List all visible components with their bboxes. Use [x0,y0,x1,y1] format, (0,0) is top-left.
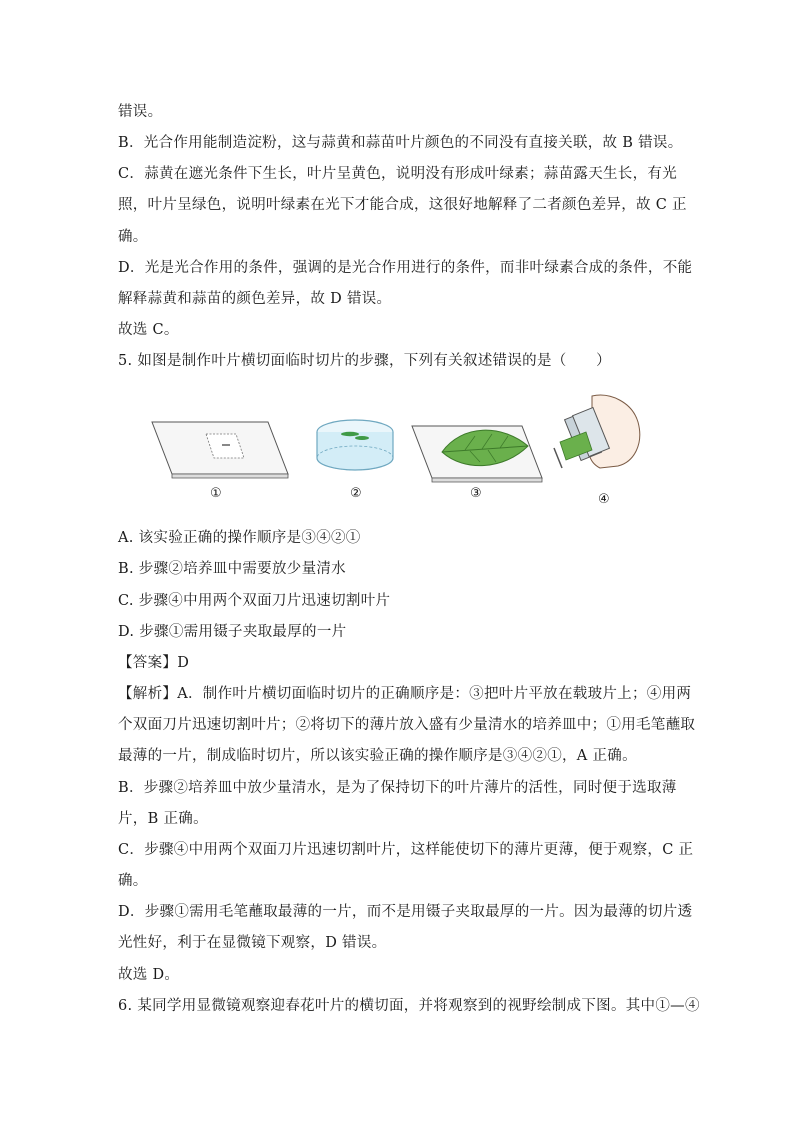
text-line: 确。 [118,229,148,245]
text-line: D．光是光合作用的条件，强调的是光合作用进行的条件，而非叶绿素合成的条件，不能 [118,260,693,276]
step-4-label: ④ [598,492,610,507]
analysis-line: 光性好，利于在显微镜下观察，D 错误。 [118,935,387,951]
text-line: 解释蒜黄和蒜苗的颜色差异，故 D 错误。 [118,291,392,307]
option-b: B. 步骤②培养皿中需要放少量清水 [118,561,346,577]
option-a: A. 该实验正确的操作顺序是③④②① [118,530,361,546]
step-2-label: ② [350,486,362,501]
step4-hand-cutting [554,395,640,468]
step-3-label: ③ [470,486,482,501]
analysis-line: 个双面刀片迅速切割叶片；②将切下的薄片放入盛有少量清水的培养皿中；①用毛笔蘸取 [118,717,696,733]
analysis-line: 片，B 正确。 [118,811,208,827]
text-line: C．蒜黄在遮光条件下生长，叶片呈黄色，说明没有形成叶绿素；蒜苗露天生长，有光 [118,166,677,182]
analysis-line: B．步骤②培养皿中放少量清水，是为了保持切下的叶片薄片的活性，同时便于选取薄 [118,780,677,796]
step3-leaf-on-slide [412,426,542,482]
analysis-line: 【解析】A．制作叶片横切面临时切片的正确顺序是：③把叶片平放在载玻片上；④用两 [118,686,692,702]
analysis-line: 最薄的一片，制成临时切片，所以该实验正确的操作顺序是③④②①，A 正确。 [118,748,637,764]
text-line: 故选 C。 [118,322,179,338]
analysis-line: 故选 D。 [118,967,180,983]
step-1-label: ① [210,486,222,501]
option-c: C. 步骤④中用两个双面刀片迅速切割叶片 [118,593,391,609]
text-line: 照，叶片呈绿色，说明叶绿素在光下才能合成，这很好地解释了二者颜色差异，故 C 正 [118,197,687,213]
question-5-stem: 5. 如图是制作叶片横切面临时切片的步骤，下列有关叙述错误的是（ ） [118,353,611,369]
step1-slide [152,422,288,478]
analysis-line: C．步骤④中用两个双面刀片迅速切割叶片，这样能使切下的薄片更薄，便于观察，C 正 [118,842,694,858]
text-line: 错误。 [118,104,163,120]
step2-petri-dish [317,420,393,470]
analysis-line: D．步骤①需用毛笔蘸取最薄的一片，而不是用镊子夹取最厚的一片。因为最薄的切片透 [118,904,693,920]
analysis-line: 确。 [118,873,148,889]
answer-line: 【答案】D [118,655,190,671]
text-line: B．光合作用能制造淀粉，这与蒜黄和蒜苗叶片颜色的不同没有直接关联，故 B 错误。 [118,135,683,151]
option-d: D. 步骤①需用镊子夹取最厚的一片 [118,624,347,640]
question-6-stem: 6. 某同学用显微镜观察迎春花叶片的横切面，并将观察到的视野绘制成下图。其中①—④ [118,998,700,1014]
slide-preparation-figure [140,392,660,514]
